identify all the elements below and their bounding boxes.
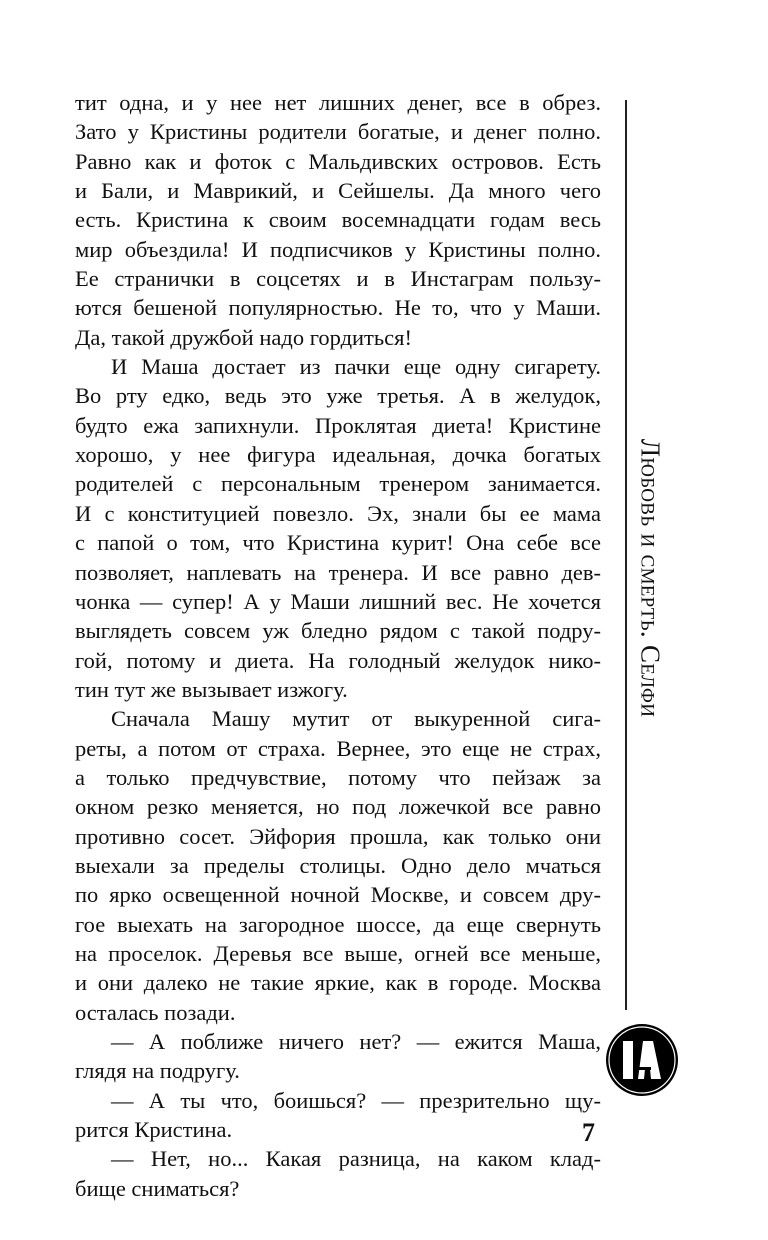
text-line: тит одна, и у нее нет лишних денег, все в обрез. — [75, 90, 601, 115]
text-line: И Маша достает из пачки еще одну сигарету. — [111, 354, 601, 380]
page-number: 7 — [582, 1118, 595, 1147]
text-line: окном резко меняется, но под ложечкой все равно — [75, 794, 601, 820]
text-line: Зато у Кристины родители богатые, и денег полно. — [75, 119, 601, 145]
text-line: Сначала Машу мутит от выкуренной сига- — [111, 706, 601, 732]
margin-rule — [625, 100, 627, 1010]
text-line: Во рту едко, ведь это уже третья. А в желудок, — [75, 383, 601, 409]
running-title: Любовь и смерть. Селфи — [635, 438, 666, 718]
text-line: тин тут же вызывает изжогу. — [75, 676, 348, 702]
text-line: рится Кристина. — [75, 1117, 233, 1143]
text-line: Ее странички в соцсетях и в Инстаграм пользу- — [75, 266, 601, 292]
text-line: Да, такой дружбой надо гордиться! — [75, 324, 412, 350]
text-line: осталась позади. — [75, 999, 236, 1025]
text-line: противно сосет. Эйфория прошла, как только они — [75, 823, 601, 849]
text-line: Равно как и фоток с Мальдивских островов. Есть — [75, 148, 601, 174]
text-line: позволяет, наплевать на тренера. И все равно дев- — [75, 559, 601, 585]
text-line: и Бали, и Маврикий, и Сейшелы. Да много чего — [75, 178, 601, 204]
publisher-logo-icon — [605, 1023, 679, 1097]
text-line: гой, потому и диета. На голодный желудок нико- — [75, 647, 601, 673]
text-line: чонка — супер! А у Маши лишний вес. Не хочется — [75, 588, 601, 614]
text-line: И с конституцией повезло. Эх, знали бы ее мама — [75, 500, 601, 526]
text-line: бище сниматься? — [75, 1175, 240, 1201]
text-line: — А поближе ничего нет? — ежится Маша, — [111, 1029, 601, 1054]
text-line: гое выехать на загородное шоссе, да еще свернуть — [75, 911, 601, 937]
text-line: мир объездила! И подписчиков у Кристины полно. — [75, 236, 601, 262]
text-line: с папой о том, что Кристина курит! Она себе все — [75, 530, 601, 556]
text-line: и они далеко не такие яркие, как в городе. Москва — [75, 970, 601, 996]
text-line: есть. Кристина к своим восемнадцати годам весь — [75, 207, 601, 233]
text-line: хорошо, у нее фигура идеальная, дочка богатых — [75, 442, 601, 468]
text-line: глядя на подругу. — [75, 1058, 240, 1084]
text-line: — А ты что, боишься? — презрительно щу- — [111, 1087, 601, 1113]
text-line: — Нет, но... Какая разница, на каком клад- — [111, 1146, 601, 1172]
text-line: выехали за пределы столицы. Одно дело мчаться — [75, 852, 601, 878]
text-line: по ярко освещенной ночной Москве, и совсем дру- — [75, 882, 601, 908]
text-line: а только предчувствие, потому что пейзаж за — [75, 764, 601, 790]
text-line: на проселок. Деревья все выше, огней все меньше, — [75, 940, 601, 966]
text-line: выглядеть совсем уж бледно рядом с такой подру- — [75, 618, 601, 644]
text-line: реты, а потом от страха. Вернее, это еще не страх, — [75, 735, 601, 761]
text-line: ются бешеной популярностью. Не то, что у Маши. — [75, 295, 601, 321]
body-text — [75, 88, 601, 1203]
text-line: будто ежа запихнули. Проклятая диета! Кристине — [75, 412, 601, 438]
text-line: родителей с персональным тренером занимается. — [75, 471, 601, 497]
